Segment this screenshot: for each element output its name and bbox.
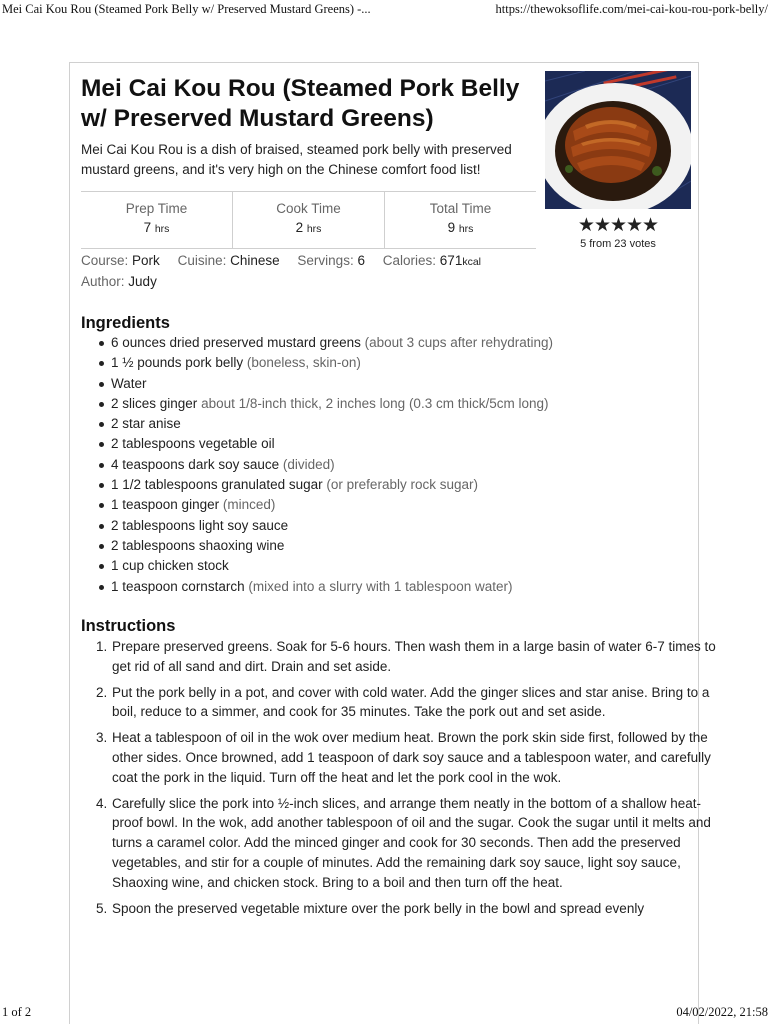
ingredient-note: (mixed into a slurry with 1 tablespoon water): [248, 578, 513, 594]
ingredient-item: [111, 536, 711, 556]
prep-time-number: 7: [143, 220, 152, 235]
author-label: Author:: [81, 274, 125, 289]
ingredient-text: 1 cup chicken stock: [111, 558, 229, 574]
prep-time-unit: hrs: [154, 223, 170, 235]
ingredient-text: 1 teaspoon cornstarch: [111, 578, 245, 594]
calories-label: Calories:: [382, 253, 437, 268]
ingredient-text: 2 star anise: [111, 416, 181, 432]
print-header-title: Mei Cai Kou Rou (Steamed Pork Belly w/ Preserved Mustard Greens) -...: [2, 2, 371, 16]
print-header-url: https://thewoksoflife.com/mei-cai-kou-rou-pork-belly/: [495, 2, 768, 16]
recipe-title: Mei Cai Kou Rou (Steamed Pork Belly w/ Preserved Mustard Greens): [81, 75, 520, 132]
recipe-times: [81, 191, 536, 249]
ingredient-item: [111, 434, 711, 454]
ingredient-item: [111, 556, 711, 576]
recipe-summary: Mei Cai Kou Rou is a dish of braised, steamed pork belly with preserved mustard greens, and it's very high on the Chinese comfort food list!: [81, 142, 512, 177]
ingredient-text: 6 ounces dried preserved mustard greens: [111, 335, 361, 350]
total-time: [384, 192, 536, 248]
ingredient-item: [111, 495, 711, 515]
cook-time: [232, 192, 384, 248]
course-label: Course:: [81, 253, 129, 268]
ingredient-text: 2 slices ginger: [111, 395, 198, 411]
ingredient-item: [111, 455, 711, 475]
ingredient-note: (or preferably rock sugar): [326, 477, 478, 493]
ingredient-note: (boneless, skin-on): [246, 355, 361, 371]
ingredient-text: 1 teaspoon ginger: [111, 497, 220, 513]
ingredient-item: [111, 414, 711, 434]
ingredient-item: [111, 577, 711, 597]
instruction-step: 4. Carefully slice the pork into ½-inch slices, and arrange them neatly in the bottom of a shallow heat-proof bowl. In the wok, add another tablespoon of oil and the sugar. Cook the sugar until it melts and turns a caramel color. Add the minced ginger and cook for 30 seconds. Then add the preserved vegetables, and stir for a couple of minutes. Add the remaining dark soy sauce, light soy sauce, Shaoxing wine, and chicken stock. Bring to a boil and then turn off the heat.: [111, 794, 719, 893]
instructions-heading: Instructions: [81, 617, 176, 635]
instruction-step: 5. Spoon the preserved vegetable mixture over the pork belly in the bowl and spread evenly: [111, 899, 719, 919]
calories-value: 671: [439, 253, 463, 268]
prep-time-label: Prep Time: [125, 201, 188, 216]
print-header: [0, 0, 768, 20]
ingredients-heading: Ingredients: [81, 314, 170, 332]
prep-time: [81, 192, 232, 248]
rating-votes: 5 from 23 votes: [580, 238, 656, 250]
total-time-unit: hrs: [458, 223, 474, 235]
ingredient-item: [111, 353, 711, 373]
ingredient-note: (about 3 cups after rehydrating): [364, 335, 554, 350]
ingredient-item: [111, 516, 711, 536]
meta-line-2: [81, 272, 601, 292]
print-footer-page: 1 of 2: [2, 1005, 32, 1019]
print-footer-datetime: 04/02/2022, 21:58: [676, 1005, 768, 1019]
instruction-step: 3. Heat a tablespoon of oil in the wok over medium heat. Brown the pork skin side first, followed by the other sides. Once browned, add 1 teaspoon of dark soy sauce and a tablespoon water, and carefully coat the pork in the liquid. Turn off the heat and let the pork cool in the wok.: [111, 728, 719, 787]
recipe-photo: [545, 71, 691, 209]
ingredient-item: [111, 333, 711, 353]
recipe-card: [69, 62, 716, 1024]
cook-time-label: Cook Time: [276, 201, 341, 216]
print-footer: [0, 1002, 768, 1024]
ingredient-note: (divided): [282, 456, 335, 472]
ingredient-text: 2 tablespoons vegetable oil: [111, 436, 275, 452]
rating: [545, 215, 691, 250]
cuisine-value: Chinese: [230, 253, 280, 268]
ingredient-item: [111, 394, 711, 414]
star-icon[interactable]: ★★★★★: [577, 215, 659, 236]
servings-value: 6: [357, 253, 365, 268]
ingredient-text: Water: [111, 375, 147, 391]
cook-time-number: 2: [295, 220, 304, 235]
ingredient-item: [111, 475, 711, 495]
total-time-label: Total Time: [429, 201, 492, 216]
instruction-step: 2. Put the pork belly in a pot, and cover with cold water. Add the ginger slices and star anise. Bring to a boil, reduce to a simmer, and cook for 35 minutes. Take the pork out and set aside.: [111, 683, 719, 723]
calories-unit: kcal: [462, 256, 482, 268]
instruction-step: 1. Prepare preserved greens. Soak for 5-6 hours. Then wash them in a large basin of water 6-7 times to get rid of all sand and dirt. Drain and set aside.: [111, 637, 719, 677]
recipe-meta: [81, 251, 601, 292]
ingredient-text: 1 ½ pounds pork belly: [111, 355, 244, 371]
instructions-list: [81, 637, 719, 924]
meta-line-1: [81, 251, 601, 272]
total-time-value: [385, 218, 536, 239]
cook-time-unit: hrs: [306, 223, 322, 235]
course-value: Pork: [132, 253, 160, 268]
ingredient-text: 4 teaspoons dark soy sauce: [111, 456, 280, 472]
ingredient-text: 1 1/2 tablespoons granulated sugar: [111, 477, 323, 493]
cook-time-value: [233, 218, 384, 239]
total-time-number: 9: [447, 220, 456, 235]
cuisine-label: Cuisine:: [177, 253, 227, 268]
ingredient-note: about 1/8-inch thick, 2 inches long (0.3 cm thick/5cm long): [201, 395, 549, 411]
author-value: Judy: [128, 274, 157, 289]
recipe-photo-image: [545, 71, 691, 209]
ingredient-text: 2 tablespoons shaoxing wine: [111, 537, 285, 553]
ingredient-item: [111, 374, 711, 394]
ingredient-note: (minced): [222, 497, 276, 513]
ingredient-text: 2 tablespoons light soy sauce: [111, 517, 289, 533]
prep-time-value: [81, 218, 232, 239]
ingredients-list: [81, 333, 711, 597]
servings-label: Servings:: [297, 253, 354, 268]
